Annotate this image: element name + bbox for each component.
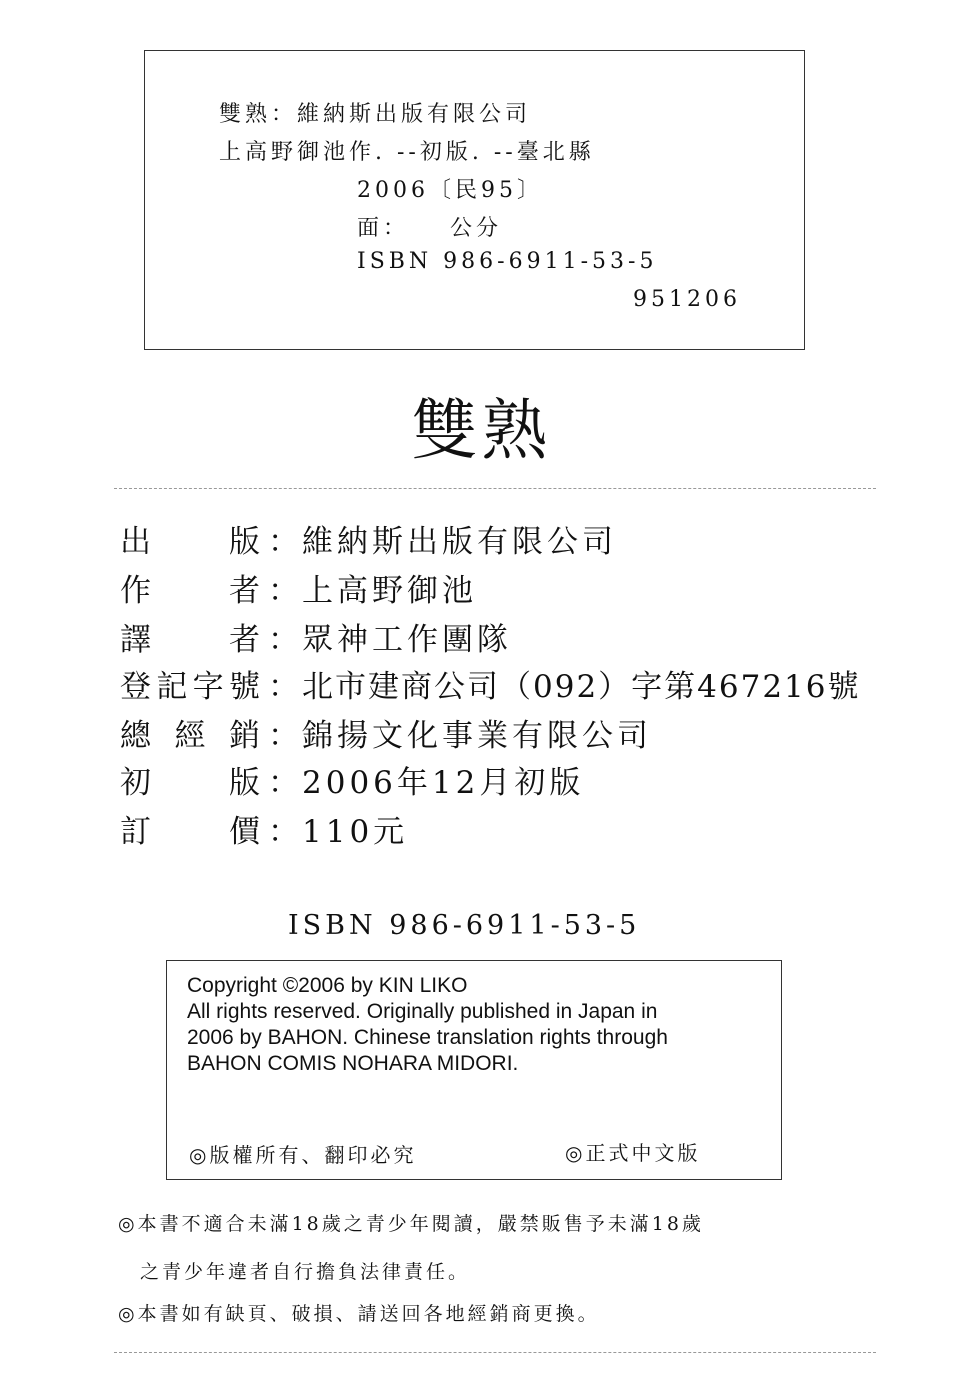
label-char: 號 bbox=[228, 669, 260, 705]
label-char: 版 bbox=[229, 765, 260, 801]
cip-catalog-box bbox=[144, 50, 805, 350]
cip-line-isbn: ISBN 986-6911-53-5 bbox=[357, 249, 658, 274]
colon: ： bbox=[268, 765, 299, 801]
label-char: 者 bbox=[229, 622, 260, 658]
info-label-distributor bbox=[120, 710, 260, 755]
divider-bottom bbox=[114, 1352, 876, 1353]
label-char: 譯 bbox=[120, 622, 151, 658]
colon: ： bbox=[268, 669, 299, 705]
info-label-publisher bbox=[120, 516, 260, 561]
cip-line-year: 2006〔民95〕 bbox=[357, 178, 543, 203]
info-value-edition: 2006年12月初版 bbox=[302, 765, 585, 801]
copyright-line: All rights reserved. Originally published in Japan in bbox=[187, 1000, 658, 1023]
label-char: 作 bbox=[120, 573, 151, 609]
info-label-price bbox=[120, 806, 260, 851]
copyright-text bbox=[187, 973, 777, 1077]
label-char: 記 bbox=[156, 669, 188, 705]
info-label-registration bbox=[120, 661, 260, 706]
book-title: 雙熟 bbox=[411, 392, 552, 469]
label-char: 字 bbox=[192, 669, 224, 705]
isbn: ISBN 986-6911-53-5 bbox=[288, 910, 641, 941]
info-label-edition bbox=[120, 757, 260, 802]
divider-top bbox=[114, 488, 876, 489]
info-value-price: 110元 bbox=[302, 814, 409, 850]
label-char: 銷 bbox=[229, 718, 260, 754]
label-char: 經 bbox=[174, 718, 206, 754]
colon: ： bbox=[268, 718, 299, 754]
official-edition-note: ◎正式中文版 bbox=[565, 1141, 701, 1165]
cip-line-pages: 面： 公分 bbox=[357, 216, 503, 241]
label-char: 總 bbox=[120, 718, 151, 754]
copyright-line: Copyright ©2006 by KIN LIKO bbox=[187, 974, 468, 997]
copyright-line: 2006 by BAHON. Chinese translation rights through bbox=[187, 1026, 668, 1049]
label-char: 者 bbox=[229, 573, 260, 609]
rights-reserved-note: ◎版權所有、翻印必究 bbox=[189, 1143, 417, 1167]
label-char: 初 bbox=[120, 765, 151, 801]
label-char: 出 bbox=[120, 524, 151, 560]
info-label-translator bbox=[120, 614, 260, 659]
label-char: 價 bbox=[229, 814, 260, 850]
notice-damaged-copies: ◎本書如有缺頁、破損、請送回各地經銷商更換。 bbox=[118, 1303, 600, 1325]
colon: ： bbox=[268, 622, 299, 658]
label-char: 登 bbox=[120, 669, 151, 705]
info-value-registration: 北市建商公司（092）字第467216號 bbox=[302, 669, 861, 705]
info-value-translator: 眾神工作團隊 bbox=[302, 622, 512, 658]
info-value-distributor: 錦揚文化事業有限公司 bbox=[302, 718, 652, 754]
colon: ： bbox=[268, 524, 299, 560]
info-value-author: 上高野御池 bbox=[302, 573, 477, 609]
info-label-author bbox=[120, 565, 260, 610]
notice-age-restriction: ◎本書不適合未滿18歲之青少年閱讀，嚴禁販售予未滿18歲 bbox=[118, 1213, 704, 1235]
label-char: 版 bbox=[229, 524, 260, 560]
info-value-publisher: 維納斯出版有限公司 bbox=[302, 524, 617, 560]
cip-line-code: 951206 bbox=[633, 287, 741, 312]
cip-line-author-edition: 上高野御池作. --初版. --臺北縣 bbox=[219, 140, 595, 165]
cip-line-title-publisher: 雙熟：維納斯出版有限公司 bbox=[219, 102, 532, 127]
notice-legal-responsibility: 之青少年違者自行擔負法律責任。 bbox=[140, 1261, 471, 1283]
copyright-line: BAHON COMIS NOHARA MIDORI. bbox=[187, 1052, 519, 1075]
label-char: 訂 bbox=[120, 814, 151, 850]
colon: ： bbox=[268, 573, 299, 609]
copyright-box bbox=[166, 960, 782, 1180]
colon: ： bbox=[268, 814, 299, 850]
